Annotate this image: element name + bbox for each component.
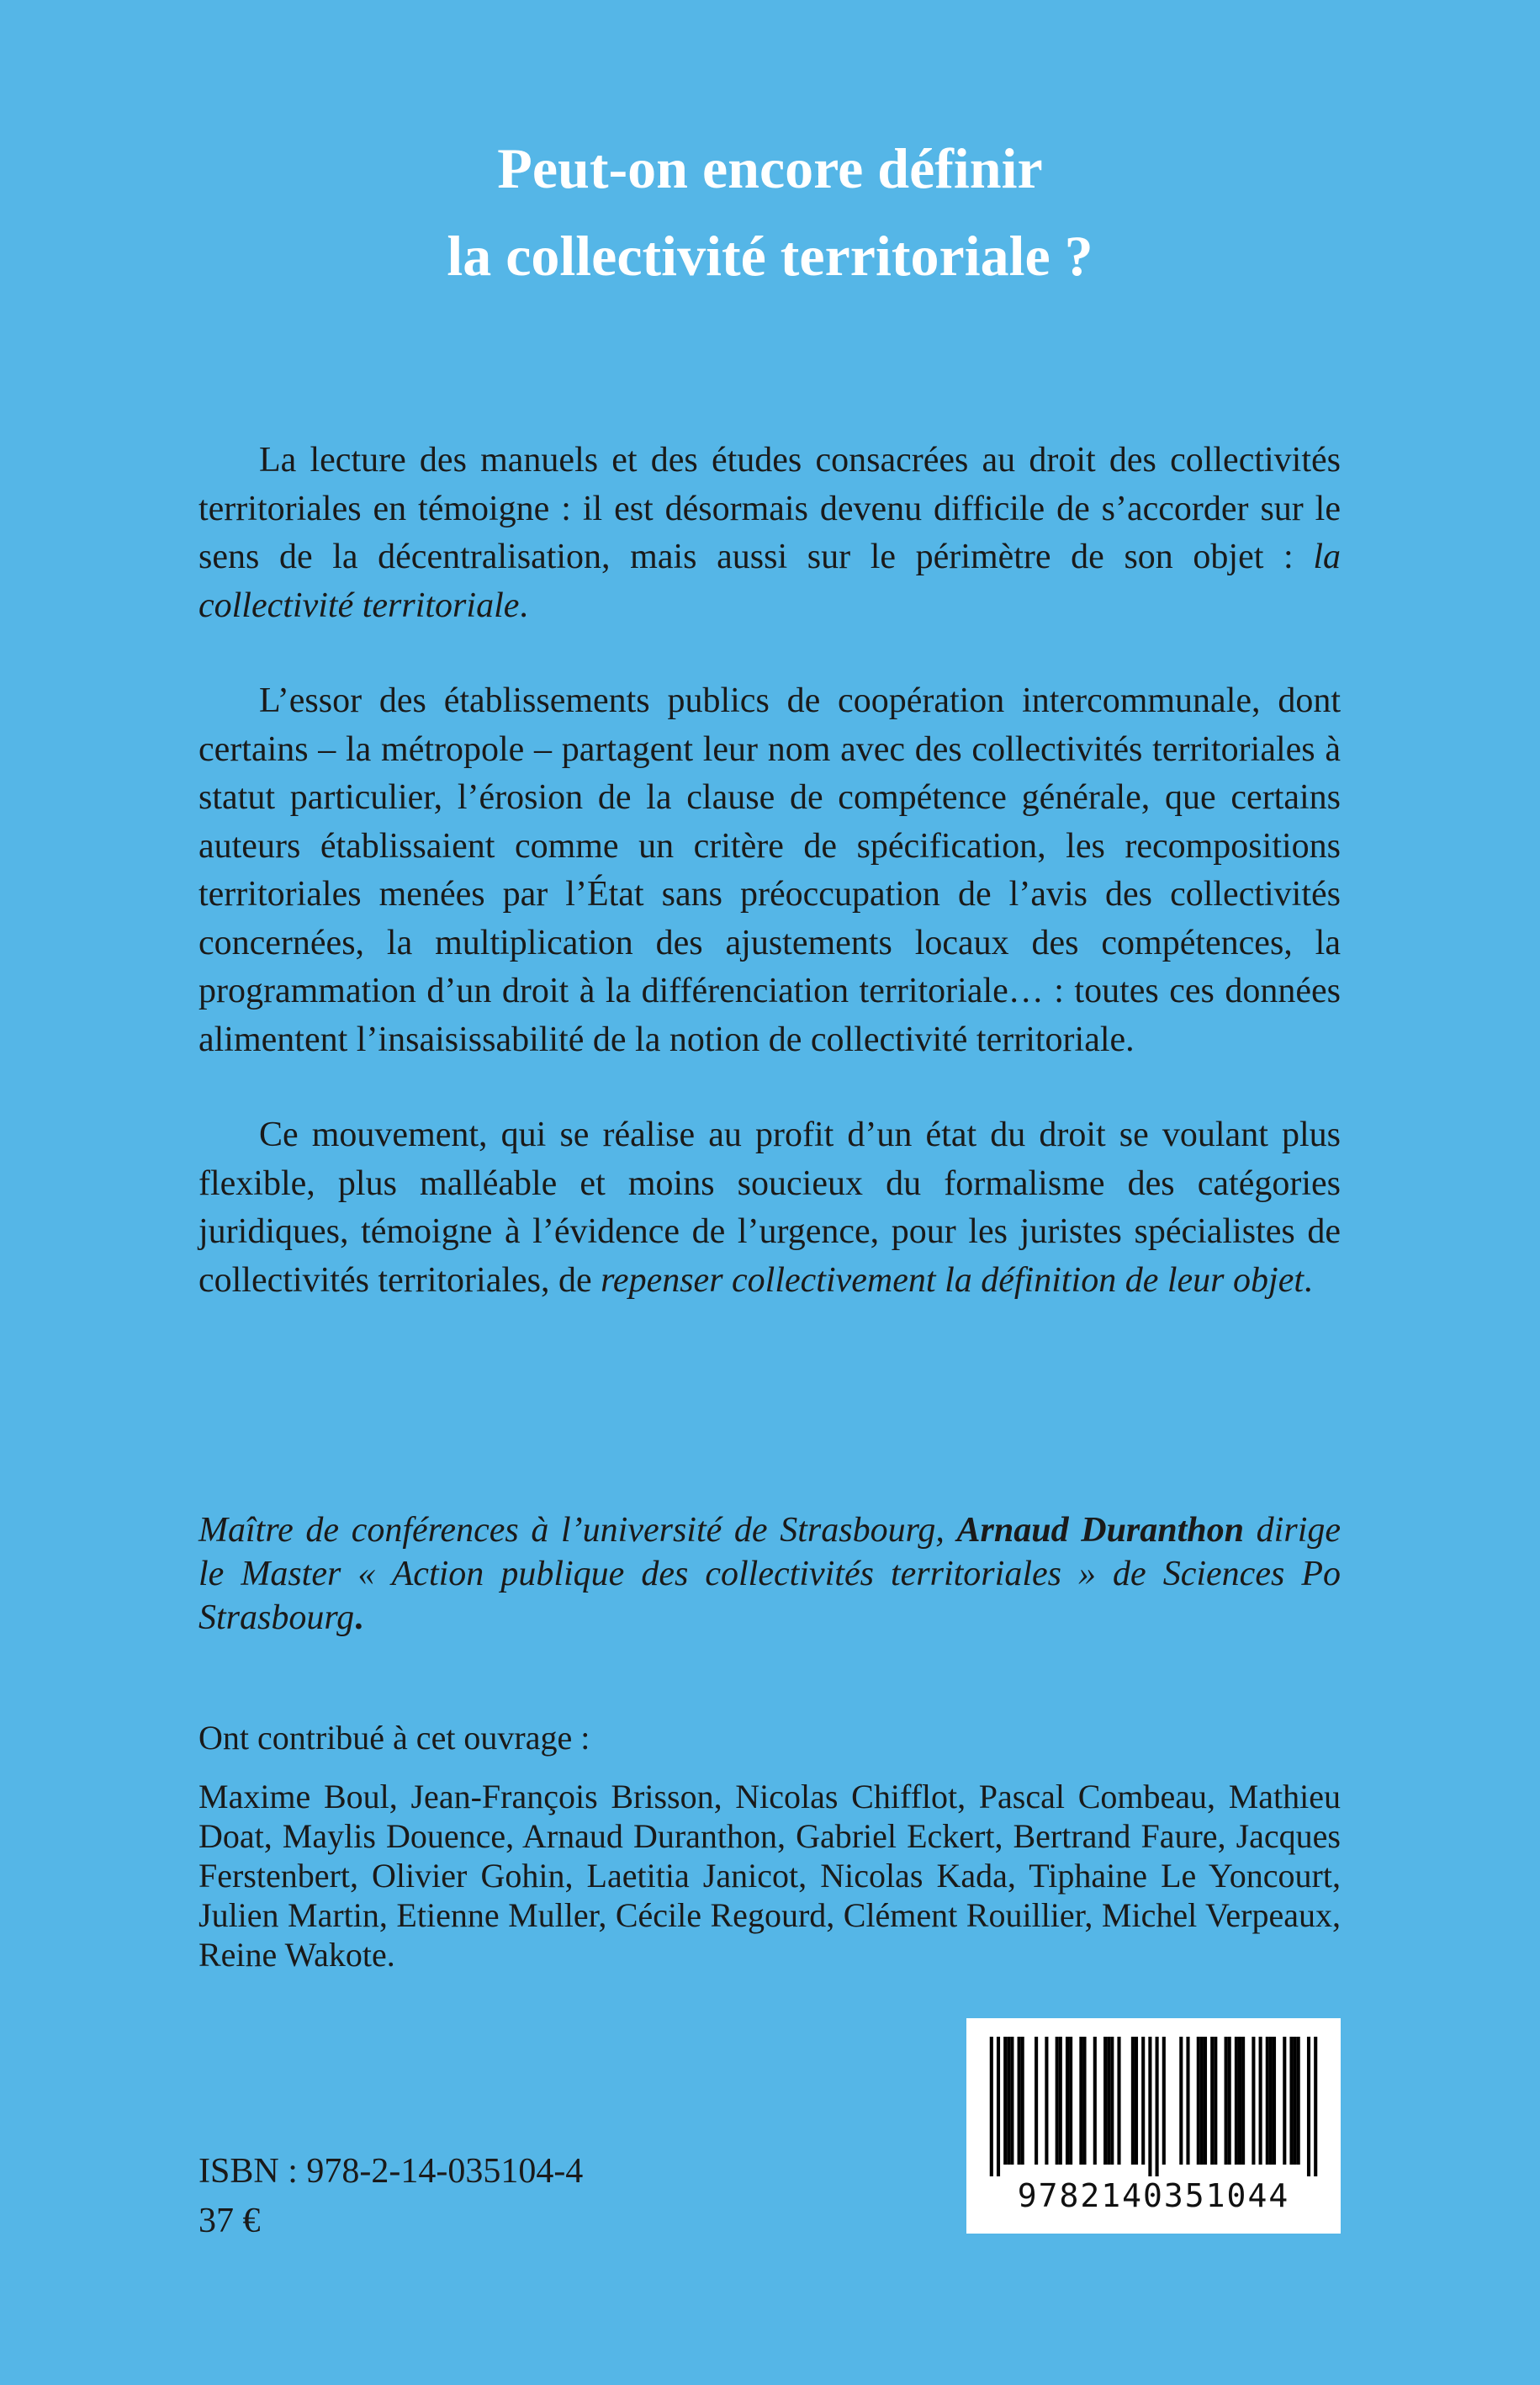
book-title (0, 125, 1540, 299)
barcode-bar (1252, 2037, 1255, 2165)
barcode-bar (1214, 2037, 1217, 2165)
barcode-bar (1297, 2037, 1300, 2165)
paragraph-3-end: . (1304, 1260, 1313, 1300)
barcode-bar (1259, 2037, 1262, 2165)
barcode-bar (1228, 2037, 1231, 2165)
paragraph-3-text: Ce mouvement, qui se réalise au profit d’un état du droit se voulant plus flexible, plus malléable et moins soucieux du formalisme des catégories juridiques, témoigne à l’évidence de l’urgence, pour les juristes spécialistes de collectivités territoriales, de (198, 1116, 1341, 1300)
barcode-bar (1103, 2037, 1107, 2165)
author-name: Arnaud Duranthon (956, 1511, 1245, 1550)
barcode-bar (1225, 2037, 1228, 2165)
barcode-bar (1066, 2037, 1069, 2165)
blurb (198, 437, 1341, 1305)
barcode-bar (1266, 2037, 1269, 2165)
paragraph-1 (198, 437, 1341, 630)
barcode-bar (1210, 2037, 1214, 2165)
barcode-bar (1021, 2037, 1024, 2165)
author-bio (198, 1508, 1341, 1640)
barcode-bar (1093, 2037, 1097, 2165)
barcode-bar (1082, 2037, 1086, 2165)
barcode-bars (982, 2037, 1326, 2176)
barcode-bar (1003, 2037, 1007, 2165)
author-bio-text: Maître de conférences à l’université de Strasbourg, (198, 1511, 957, 1550)
barcode-bar (1294, 2037, 1297, 2165)
title-line-1: Peut-on encore définir (497, 136, 1043, 200)
barcode-bar (1289, 2037, 1293, 2165)
paragraph-1-italic: la collectivité territoriale (198, 538, 1341, 625)
barcode-bar (1186, 2037, 1189, 2165)
paragraph-2: L’essor des établissements publics de coopération intercommunale, dont certains – la métropole – partagent leur nom avec des collectivités territoriales à statut particulier, l’érosion de la clause de compétence générale, que certains auteurs établissaient comme un critère de spécification, les recompositions territoriales menées par l’État sans préoccupation de l’avis des collectivités concernées, la multiplication des ajustements locaux des compétences, la programmation d’un droit à la différenciation territoriale… : toutes ces données alimentent l’insaisissabilité de la notion de collectivité territoriale. (198, 681, 1341, 1059)
barcode (966, 2018, 1341, 2234)
barcode-bar (1269, 2037, 1273, 2165)
title-line-2: la collectivité territoriale ? (447, 224, 1093, 288)
barcode-bar (1235, 2037, 1238, 2165)
barcode-bar (1059, 2037, 1062, 2165)
barcode-bar (1141, 2037, 1145, 2165)
barcode-bar (1314, 2037, 1317, 2176)
barcode-bar (1162, 2037, 1166, 2165)
barcode-bar (1197, 2037, 1200, 2165)
barcode-bar (1010, 2037, 1013, 2165)
barcode-bar (1283, 2037, 1286, 2165)
barcode-bar (1241, 2037, 1245, 2165)
barcode-bar (997, 2037, 1000, 2176)
barcode-bar (1307, 2037, 1310, 2176)
barcode-bar (990, 2037, 993, 2176)
barcode-bar (1156, 2037, 1159, 2176)
barcode-bar (1035, 2037, 1038, 2165)
barcode-bar (1117, 2037, 1120, 2165)
author-bio-end: . (354, 1598, 363, 1637)
barcode-digits: 9782140351044 (1017, 2177, 1290, 2214)
barcode-bar (1200, 2037, 1204, 2165)
barcode-bar (1148, 2037, 1151, 2176)
paragraph-3 (198, 1111, 1341, 1305)
barcode-bar (1079, 2037, 1082, 2165)
paragraph-1-text: La lecture des manuels et des études consacrées au droit des collectivités territoriales en témoigne : il est désormais devenu difficile de s’accorder sur le sens de la décentralisation, mais aussi sur le périmètre de son objet : (198, 441, 1341, 576)
author-bio-rest: dirige le Master « Action publique des collectivités territoriales » de Sciences Po Strasbourg (198, 1511, 1342, 1637)
barcode-bar (1238, 2037, 1241, 2165)
barcode-bar (1018, 2037, 1021, 2165)
barcode-bar (1107, 2037, 1110, 2165)
barcode-bar (1204, 2037, 1207, 2165)
price: 37 € (198, 2202, 261, 2240)
barcode-bar (1007, 2037, 1010, 2165)
barcode-bar (1045, 2037, 1048, 2165)
barcode-bar (1069, 2037, 1072, 2165)
barcode-bar (1131, 2037, 1135, 2165)
contributors-label: Ont contribué à cet ouvrage : (198, 1719, 590, 1757)
barcode-bar (1179, 2037, 1183, 2165)
isbn: ISBN : 978-2-14-035104-4 (198, 2152, 584, 2191)
contributors-list: Maxime Boul, Jean-François Brisson, Nicolas Chifflot, Pascal Combeau, Mathieu Doat, Maylis Douence, Arnaud Duranthon, Gabriel Eckert, Bertrand Faure, Jacques Ferstenbert, Olivier Gohin, Laetitia Janicot, Nicolas Kada, Tiphaine Le Yoncourt, Julien Martin, Etienne Muller, Cécile Regourd, Clément Rouillier, Michel Verpeaux, Reine Wakote. (198, 1778, 1341, 1974)
barcode-bar (1056, 2037, 1059, 2165)
barcode-bar (1273, 2037, 1276, 2165)
paragraph-3-italic: repenser collectivement la définition de leur objet (601, 1260, 1304, 1300)
barcode-bar (1110, 2037, 1114, 2165)
barcode-bar (1135, 2037, 1138, 2165)
paragraph-1-end: . (519, 586, 528, 625)
